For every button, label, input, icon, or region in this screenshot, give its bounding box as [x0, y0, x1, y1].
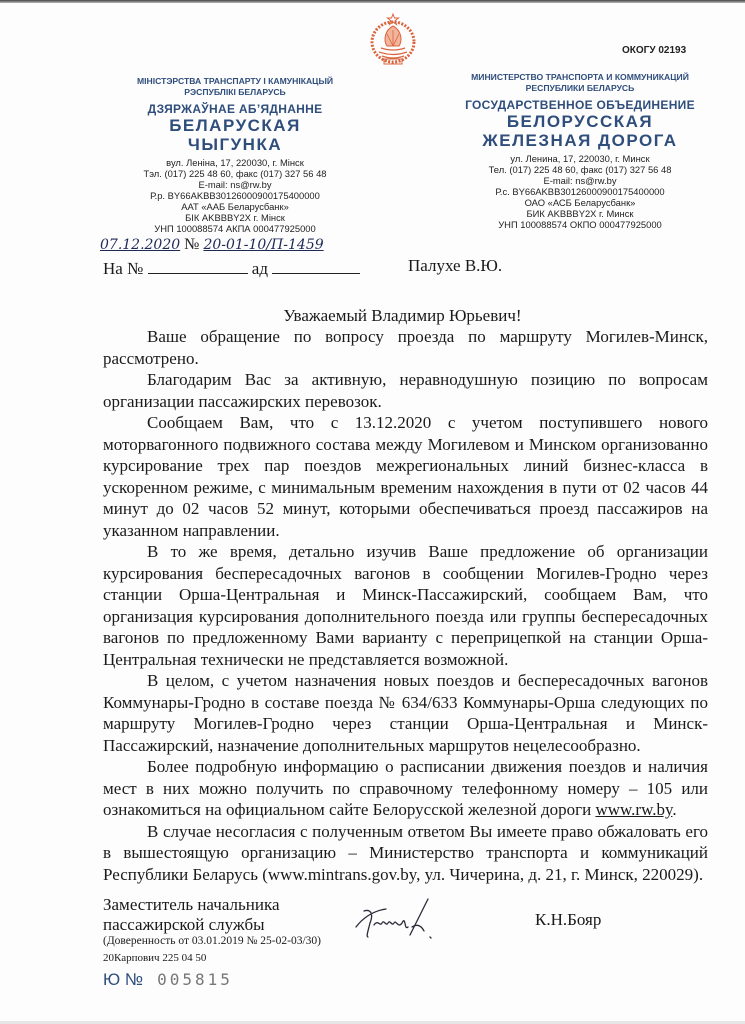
state-emblem-icon — [367, 12, 419, 68]
org-address: ул. Ленина, 17, 220030, г. Минск — [510, 153, 650, 164]
signer-block — [103, 895, 321, 948]
signer-title-line2: пассажирской службы — [103, 915, 265, 934]
org-address: вул. Леніна, 17, 220030, г. Мінск — [166, 157, 304, 168]
paragraph: Сообщаем Вам, что с 13.12.2020 с учетом поступившего нового моторвагонного подвижного состава между Могилевом и Минском организованно курсирование трех пар поездов межрегиональных линий бизнес-класса в ускоренном режиме, с минимальным временим нахождения в пути от 02 часов 44 минут до 02 часов 52 минут, которыми обеспечиваться проезд пассажиров на указанном направлении. — [103, 413, 708, 540]
salutation: Уважаемый Владимир Юрьевич! — [283, 306, 522, 325]
letter-body — [103, 326, 708, 885]
paragraph-appeal: В случае несогласия с полученным ответом Вы имеете право обжаловать его в вышестоящую организацию – Министерство транспорта и коммуникаций Республики Беларусь (www.mintrans.gov.by, ул. Чичерина, д. 21, г. Минск, 220029). — [103, 821, 708, 884]
scan-top-edge — [0, 0, 745, 3]
union-title: ГОСУДАРСТВЕННОЕ ОБЪЕДИНЕНИЕ — [465, 98, 695, 112]
org-contact-info — [440, 153, 720, 230]
org-phone: Тэл. (017) 225 48 60, факс (017) 327 56 48 — [143, 168, 327, 179]
org-account: Р.с. BY66AKBB30126000900175400000 — [495, 186, 665, 197]
outgoing-date: 07.12.2020 — [100, 237, 181, 253]
ref-from-label: ад — [251, 259, 268, 278]
org-name-line2: ЧЫГУНКА — [187, 135, 283, 154]
serial-label: Ю № — [103, 970, 144, 989]
org-bank: ОАО «АСБ Беларусбанк» — [524, 197, 636, 208]
addressee: Палухе В.Ю. — [408, 256, 503, 275]
reference-line — [103, 259, 360, 279]
org-name-line1: БЕЛОРУССКАЯ — [506, 112, 654, 131]
number-sign: № — [184, 236, 200, 253]
paragraph: Благодарим Вас за активную, неравнодушную позицию по вопросам организации пассажирских перевозок. — [103, 370, 708, 411]
org-account: Р.р. BY66AKBB30126000900175400000 — [150, 190, 320, 201]
executor-contact: 20Карпович 225 04 50 — [103, 952, 207, 964]
paragraph-info-tail: . — [672, 800, 677, 819]
org-email: E-mail: ns@rw.by — [543, 175, 617, 186]
outgoing-number: 20-01-10/П-1459 — [203, 237, 324, 253]
paragraph-info-text: Более подробную информацию о расписании движения поездов и наличия мест в них можно получить по справочному телефонному номеру – 105 или ознакомиться на официальном сайте Белорусской железной дороги — [103, 757, 708, 819]
paragraph-info — [103, 756, 708, 821]
ministry-name-line2: РЕСПУБЛИКИ БЕЛАРУСЬ — [525, 83, 635, 93]
serial-value: 005815 — [157, 970, 233, 989]
ministry-name-line1: МИНИСТЕРСТВО ТРАНСПОРТА И КОММУНИКАЦИЙ — [471, 72, 689, 82]
paragraph: В то же время, детально изучив Ваше предложение об организации курсирования беспересадочных вагонов в сообщении Могилев-Гродно через станции Орша-Центральная и Минск-Пассажирский, сообщаем Вам, что организация курсирования дополнительного поезда или группы беспересадочных вагонов по предложенному Вами варианту с переприцепкой на станции Орша-Центральная технически не представляется возможной. — [103, 542, 708, 669]
paragraph: Ваше обращение по вопросу проезда по маршруту Могилев-Минск, рассмотрено. — [103, 327, 708, 368]
org-email: E-mail: ns@rw.by — [198, 179, 272, 190]
ministry-name-line1: МІНІСТЭРСТВА ТРАНСПАРТУ І КАМУНІКАЦЫЙ — [136, 76, 334, 86]
org-bic: БІК AKBBBY2X г. Мінск — [185, 212, 285, 223]
org-tax-ids: УНП 100088574 ОКПО 000477925000 — [498, 219, 662, 230]
signer-name: К.Н.Бояр — [535, 910, 602, 929]
ref-number-label: На № — [103, 259, 144, 278]
union-title: ДЗЯРЖАЎНАЕ АБ’ЯДНАННЕ — [147, 102, 323, 116]
signer-title-line1: Заместитель начальника — [103, 895, 280, 914]
org-phone: Тел. (017) 225 48 60, факс (017) 327 56 48 — [488, 164, 672, 175]
website-link[interactable]: www.rw.by — [595, 800, 673, 819]
handwritten-signature — [352, 897, 442, 945]
power-of-attorney: (Доверенность от 03.01.2019 № 25-02-03/30) — [103, 935, 321, 947]
ref-date-blank — [272, 259, 360, 274]
paragraph: В целом, с учетом назначения новых поездов и беспересадочных вагонов Коммунары-Гродно в составе поезда № 634/633 Коммунары-Орша следующих по маршруту Могилев-Гродно через станции Орша-Центральная и Минск-Пассажирский, назначение дополнительных маршрутов нецелесообразно. — [103, 671, 708, 755]
org-contact-info — [95, 157, 375, 234]
okogu-code: ОКОГУ 02193 — [622, 45, 687, 56]
org-tax-ids: УНП 100088574 АКПА 000477925000 — [154, 223, 316, 234]
org-bank: ААТ «ААБ Беларусбанк» — [181, 201, 289, 212]
org-name-line1: БЕЛАРУСКАЯ — [169, 116, 301, 135]
ref-number-blank — [148, 259, 248, 274]
org-name-line2: ЖЕЛЕЗНАЯ ДОРОГА — [482, 131, 678, 150]
registration-line — [100, 236, 324, 254]
letterhead-belarusian — [95, 76, 375, 234]
ministry-name-line2: РЭСПУБЛІКІ БЕЛАРУСЬ — [184, 87, 286, 97]
serial-number — [103, 970, 233, 990]
org-bic: БИК AKBBBY2X г. Минск — [526, 208, 634, 219]
letterhead-russian — [440, 72, 720, 230]
